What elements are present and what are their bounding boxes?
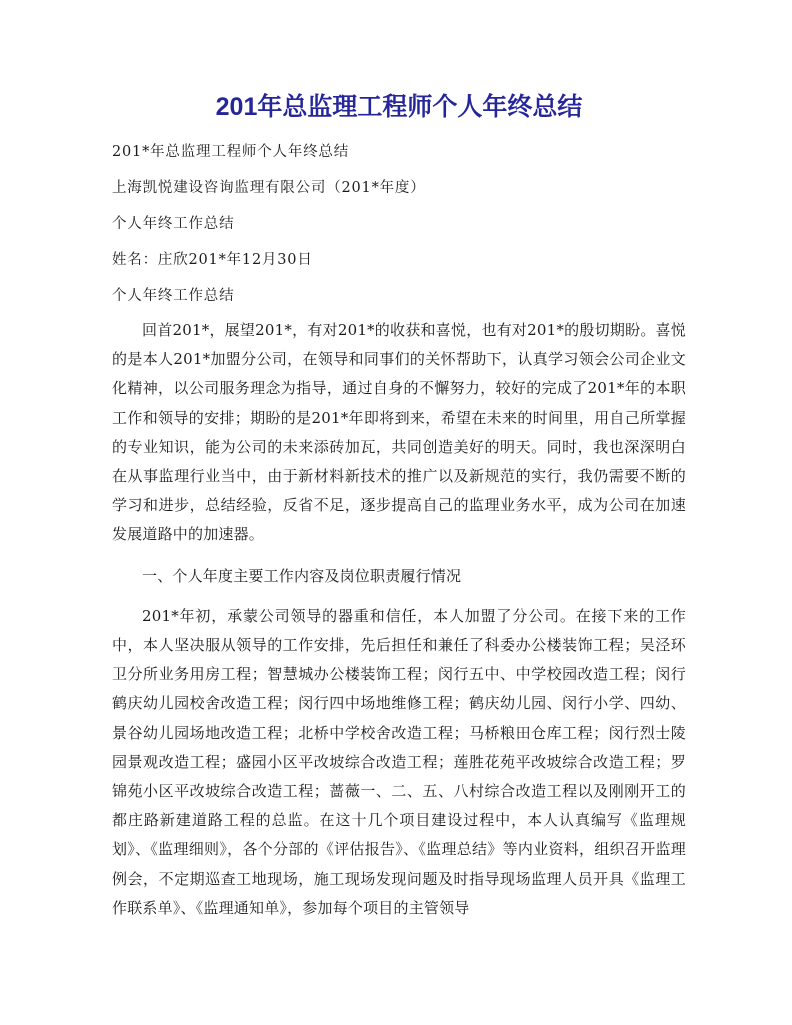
header-line-report-type-repeat: 个人年终工作总结 (112, 288, 235, 304)
intro-paragraph: 回首201*，展望201*，有对201*的收获和喜悦，也有对201*的殷切期盼。喜悦的是本人201*加盟分公司，在领导和同事们的关怀帮助下，认真学习领会公司企业文化精神，以公司服务理念为指导，通过自身的不懈努力，较好的完成了201*年的本职工作和领导的安排；期盼的是201*年即将到来，希望在未来的时间里，用自己所掌握的专业知识，能为公司的未来添砖加瓦，共同创造美好的明天。同时，我也深深明白在从事监理行业当中，由于新材料新技术的推广以及新规范的实行，我仍需要不断的学习和进步，总结经验，反省不足，逐步提高自己的监理业务水平，成为公司在加速发展道路中的加速器。 (112, 321, 686, 544)
header-line-subtitle: 201*年总监理工程师个人年终总结 (112, 144, 350, 160)
header-line-company: 上海凯悦建设咨询监理有限公司（201*年度） (112, 180, 426, 196)
section-one-body-paragraph: 201*年初，承蒙公司领导的器重和信任，本人加盟了分公司。在接下来的工作中，本人坚决服从领导的工作安排，先后担任和兼任了科委办公楼装饰工程；吴泾环卫分所业务用房工程；智慧城办公楼装饰工程；闵行五中、中学校园改造工程；闵行鹤庆幼儿园校舍改造工程；闵行四中场地维修工程；鹤庆幼儿园、闵行小学、四幼、景谷幼儿园场地改造工程；北桥中学校舍改造工程；马桥粮田仓库工程；闵行烈士陵园景观改造工程；盛园小区平改坡综合改造工程；莲胜花苑平改坡综合改造工程；罗锦苑小区平改坡综合改造工程；蔷薇一、二、五、八村综合改造工程以及刚刚开工的都庄路新建道路工程的总监。在这十几个项目建设过程中，本人认真编写《监理规划》、《监理细则》，各个分部的《评估报告》、《监理总结》等内业资料，组织召开监理例会，不定期巡查工地现场，施工现场发现问题及时指导现场监理人员开具《监理工作联系单》、《监理通知单》，参加每个项目的主管领导 (112, 606, 686, 917)
header-line-report-type: 个人年终工作总结 (112, 216, 235, 232)
document-content (112, 0, 686, 923)
header-line-author-date: 姓名：庄欣201*年12月30日 (112, 252, 313, 268)
section-heading-one: 一、个人年度主要工作内容及岗位职责履行情况 (142, 566, 462, 585)
page-title: 201年总监理工程师个人年终总结 (215, 93, 583, 121)
